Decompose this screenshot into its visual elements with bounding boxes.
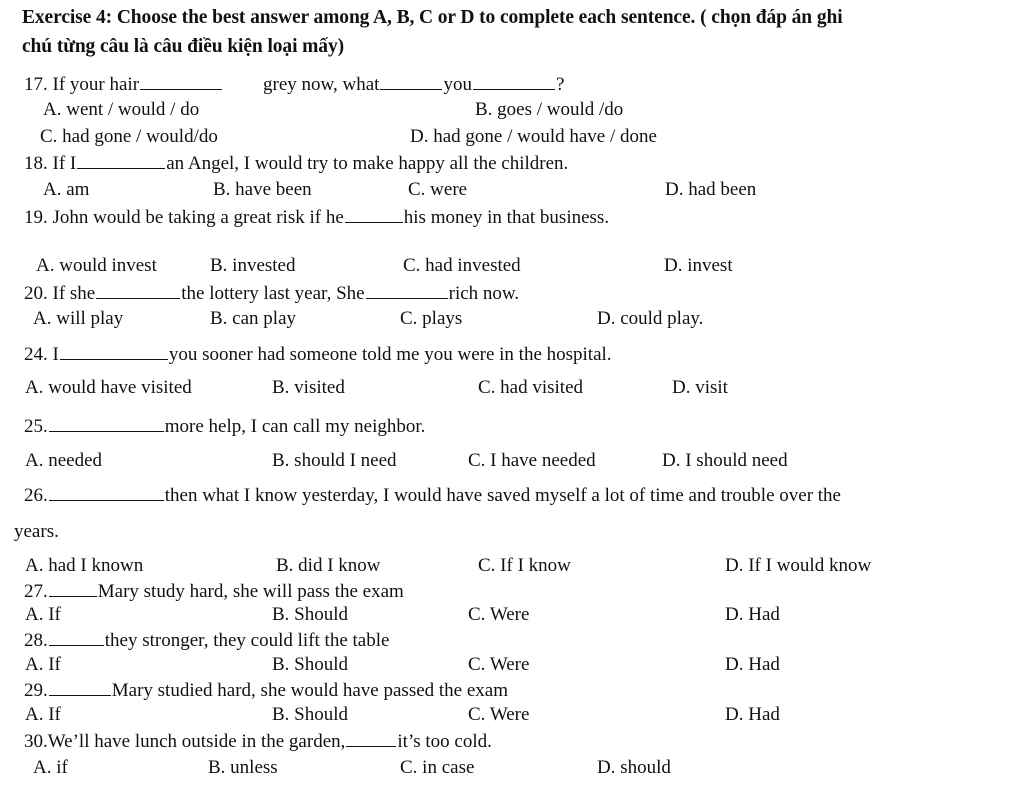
question-text: 18. If I <box>24 153 77 174</box>
question-text: 19. John would be taking a great risk if he <box>24 207 344 228</box>
option-a[interactable]: A. would invest <box>36 255 157 276</box>
option-b[interactable]: B. visited <box>272 377 345 398</box>
option-c[interactable]: C. had visited <box>478 377 584 398</box>
option-b[interactable]: B. Should <box>272 604 349 625</box>
question-text: 24. I <box>24 344 59 365</box>
question-27 <box>24 579 404 604</box>
question-text: an Angel, I would try to make happy all the children. <box>166 153 569 174</box>
question-text: 20. If she <box>24 283 96 304</box>
question-25 <box>24 414 425 439</box>
answer-blank[interactable] <box>49 628 104 646</box>
option-c[interactable]: C. If I know <box>478 555 571 576</box>
option-b[interactable]: B. Should <box>272 704 349 725</box>
exercise-title <box>22 3 1012 61</box>
option-b[interactable]: B. goes / would /do <box>475 99 624 120</box>
option-a[interactable]: A. would have visited <box>25 377 192 398</box>
answer-blank[interactable] <box>140 72 222 90</box>
question-text: you sooner had someone told me you were in the hospital. <box>168 344 612 365</box>
option-a[interactable]: A. If <box>25 704 61 725</box>
answer-blank[interactable] <box>49 678 111 696</box>
question-text: they stronger, they could lift the table <box>104 630 390 651</box>
option-a[interactable]: A. If <box>25 604 61 625</box>
question-text: 29. <box>24 680 48 701</box>
question-text: 25. <box>24 416 48 437</box>
option-a[interactable]: A. if <box>33 757 68 778</box>
question-26-continuation: years. <box>14 521 59 542</box>
answer-blank[interactable] <box>96 281 180 299</box>
question-text: ? <box>555 74 565 95</box>
option-c[interactable]: C. Were <box>468 654 530 675</box>
option-d[interactable]: D. Had <box>725 654 780 675</box>
answer-blank[interactable] <box>77 151 165 169</box>
question-text: Mary studied hard, she would have passed the exam <box>111 680 509 701</box>
option-c[interactable]: C. Were <box>468 704 530 725</box>
answer-blank[interactable] <box>345 205 403 223</box>
option-b[interactable]: B. should I need <box>272 450 397 471</box>
question-text: more help, I can call my neighbor. <box>164 416 426 437</box>
option-b[interactable]: B. unless <box>208 757 278 778</box>
question-28 <box>24 628 389 653</box>
option-c[interactable]: C. plays <box>400 308 463 329</box>
option-b[interactable]: B. invested <box>210 255 296 276</box>
question-text: 28. <box>24 630 48 651</box>
question-text: grey now, what <box>263 74 380 95</box>
option-a[interactable]: A. went / would / do <box>43 99 200 120</box>
question-19 <box>24 205 609 230</box>
answer-blank[interactable] <box>49 579 97 597</box>
option-d[interactable]: D. visit <box>672 377 728 398</box>
question-text: the lottery last year, She <box>181 283 365 304</box>
question-20 <box>24 281 519 306</box>
answer-blank[interactable] <box>346 729 396 747</box>
option-d[interactable]: D. Had <box>725 604 780 625</box>
option-d[interactable]: D. I should need <box>662 450 788 471</box>
option-d[interactable]: D. invest <box>664 255 733 276</box>
question-text: you <box>443 74 472 95</box>
option-c[interactable]: C. had gone / would/do <box>40 126 218 147</box>
option-b[interactable]: B. Should <box>272 654 349 675</box>
question-text: it’s too cold. <box>397 731 492 752</box>
option-a[interactable]: A. am <box>43 179 90 200</box>
question-text: 27. <box>24 581 48 602</box>
question-30 <box>24 729 492 754</box>
question-text: then what I know yesterday, I would have saved myself a lot of time and trouble over the <box>164 485 841 506</box>
option-a[interactable]: A. had I known <box>25 555 144 576</box>
option-c[interactable]: C. were <box>408 179 468 200</box>
answer-blank[interactable] <box>380 72 442 90</box>
option-b[interactable]: B. did I know <box>276 555 381 576</box>
answer-blank[interactable] <box>473 72 555 90</box>
option-d[interactable]: D. should <box>597 757 671 778</box>
question-26 <box>24 483 841 508</box>
option-d[interactable]: D. If I would know <box>725 555 872 576</box>
option-c[interactable]: C. had invested <box>403 255 521 276</box>
question-text: his money in that business. <box>403 207 610 228</box>
option-d[interactable]: D. Had <box>725 704 780 725</box>
option-d[interactable]: D. had gone / would have / done <box>410 126 657 147</box>
answer-blank[interactable] <box>366 281 448 299</box>
question-text: 30.We’ll have lunch outside in the garden, <box>24 731 346 752</box>
exercise-title-line-1: Exercise 4: Choose the best answer among A, B, C or D to complete each sentence. ( chọn đáp án ghi <box>22 7 843 28</box>
option-a[interactable]: A. will play <box>33 308 124 329</box>
question-text: Mary study hard, she will pass the exam <box>97 581 404 602</box>
answer-blank[interactable] <box>49 483 164 501</box>
option-c[interactable]: C. I have needed <box>468 450 596 471</box>
question-text: 17. If your hair <box>24 74 140 95</box>
question-text: rich now. <box>448 283 520 304</box>
option-b[interactable]: B. can play <box>210 308 297 329</box>
option-d[interactable]: D. could play. <box>597 308 704 329</box>
answer-blank[interactable] <box>60 342 168 360</box>
question-17 <box>24 72 564 97</box>
option-c[interactable]: C. Were <box>468 604 530 625</box>
answer-blank[interactable] <box>49 414 164 432</box>
option-a[interactable]: A. If <box>25 654 61 675</box>
option-d[interactable]: D. had been <box>665 179 757 200</box>
question-29 <box>24 678 508 703</box>
option-b[interactable]: B. have been <box>213 179 312 200</box>
option-a[interactable]: A. needed <box>25 450 103 471</box>
question-24 <box>24 342 612 367</box>
question-text: 26. <box>24 485 48 506</box>
question-18 <box>24 151 568 176</box>
option-c[interactable]: C. in case <box>400 757 475 778</box>
exercise-title-line-2: chú từng câu là câu điều kiện loại mấy) <box>22 36 345 57</box>
